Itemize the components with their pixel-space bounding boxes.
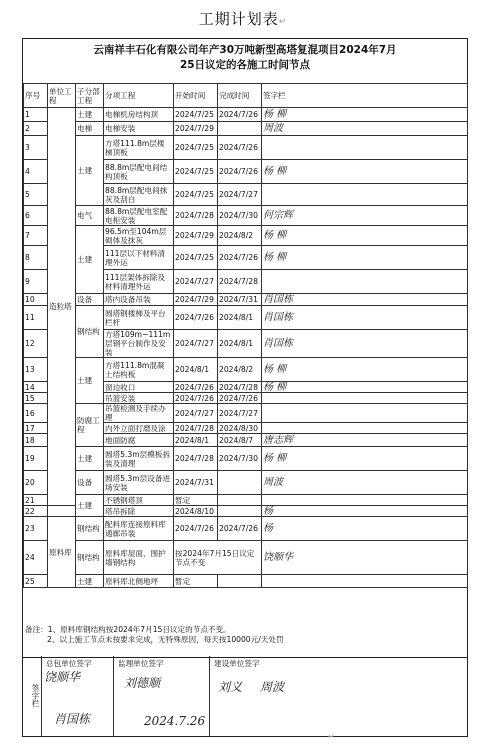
end-cell: 2024/7/31: [218, 294, 262, 306]
signature: [262, 270, 468, 294]
schedule-sheet: [22, 38, 468, 658]
row-number: 12: [24, 330, 48, 358]
owner-col: [209, 656, 468, 736]
handwritten-signature: 饶顺华: [44, 670, 81, 684]
start-cell: 2024/8/1: [174, 358, 218, 382]
end-cell: 2024/8/2: [218, 358, 262, 382]
handwritten-signature: 周波: [260, 680, 285, 694]
row-number: 14: [24, 382, 48, 393]
row-number: 7: [24, 226, 48, 246]
signature: 杨 柳: [262, 358, 468, 382]
row-number: 15: [24, 393, 48, 404]
start-cell: 2024/7/28: [174, 206, 218, 226]
table-row: [24, 447, 468, 471]
start-cell: 2024/7/27: [174, 404, 218, 423]
signature: 杨 柳: [262, 382, 468, 393]
end-cell: 2024/7/26: [218, 393, 262, 404]
sub-cell: 土建: [76, 226, 104, 294]
start-cell: 2024/7/28: [174, 447, 218, 471]
sub-cell: 钢结构: [76, 517, 104, 541]
signature: [262, 495, 468, 506]
end-cell: 2024/8/2: [218, 226, 262, 246]
document-title: 工期计划表↵: [198, 10, 288, 28]
sub-cell: 防腐工程: [76, 404, 104, 447]
handwritten-date: 2024.7.26: [144, 714, 206, 728]
item-cell: 地面防腐: [104, 434, 174, 447]
end-cell: 2024/7/26: [218, 246, 262, 270]
signature: 肖国栋: [262, 330, 468, 358]
col-header: 分项工程: [104, 84, 174, 108]
table-row: [24, 404, 468, 423]
signature: [262, 393, 468, 404]
table-row: [24, 517, 468, 541]
signature: [262, 404, 468, 423]
row-number: 23: [24, 517, 48, 541]
sub-cell: 钢结构: [76, 541, 104, 575]
item-cell: 配料库连接原料库通廊吊装: [104, 517, 174, 541]
return-mark-icon: ↵: [278, 17, 288, 27]
signature: 杨 柳: [262, 160, 468, 184]
schedule-table: [23, 83, 468, 588]
item-cell: 原料库屋面、围护墙钢结构: [104, 541, 174, 575]
table-row: [24, 136, 468, 160]
row-number: 9: [24, 270, 48, 294]
end-cell: [218, 506, 262, 517]
general-contractor-col: [41, 656, 114, 736]
start-cell: 2024/7/25: [174, 160, 218, 184]
row-number: 13: [24, 358, 48, 382]
start-cell: 2024/7/25: [174, 246, 218, 270]
sub-cell: 设备: [76, 471, 104, 495]
row-number: 2: [24, 122, 48, 136]
start-cell: 暂定: [174, 495, 218, 506]
sub-cell: 土建: [76, 575, 104, 588]
start-cell: 2024/7/25: [174, 108, 218, 122]
row-number: 16: [24, 404, 48, 423]
note-line: 2、以上施工节点未按要求完成，无特殊原因，每天按10000元/天处罚: [47, 635, 284, 644]
table-row: [24, 541, 468, 575]
col-header: 完成时间: [218, 84, 262, 108]
row-number: 6: [24, 206, 48, 226]
start-cell: 2024/7/29: [174, 122, 218, 136]
item-cell: 电梯机房结构顶: [104, 108, 174, 122]
owner-label: 建设单位签字: [214, 659, 260, 668]
signature: 周波: [262, 471, 468, 495]
start-cell: 2024/7/27: [174, 270, 218, 294]
start-cell: 2024/8/10: [174, 506, 218, 517]
general-contractor-label: 总包单位签字: [46, 659, 92, 668]
signature: 周波: [262, 122, 468, 136]
signature: 杨 柳: [262, 226, 468, 246]
signature: 肖国栋: [262, 306, 468, 330]
start-cell: 2024/7/26: [174, 306, 218, 330]
row-number: 25: [24, 575, 48, 588]
table-row: [24, 122, 468, 136]
item-cell: 窗边收口: [104, 382, 174, 393]
item-cell: 圆塔5.3m层模板拆装及清理: [104, 447, 174, 471]
handwritten-signature: 肖国栋: [54, 712, 91, 726]
end-cell: 2024/7/26: [218, 517, 262, 541]
end-cell: 2024/8/7: [218, 434, 262, 447]
signature-block: [22, 656, 468, 737]
supervisor-label: 监理单位签字: [118, 659, 164, 668]
col-header: 开始时间: [174, 84, 218, 108]
notes: [25, 625, 465, 645]
sub-cell: 钢结构: [76, 306, 104, 358]
signature: [262, 184, 468, 206]
table-row: [24, 294, 468, 306]
start-cell: 2024/7/28: [174, 423, 218, 434]
supervisor-col: [113, 656, 210, 736]
handwritten-signature: 刘义: [218, 680, 243, 694]
signature: 肖国栋: [262, 294, 468, 306]
signature: 杨 柳: [262, 447, 468, 471]
table-row: [24, 306, 468, 330]
end-cell: 2024/8/1: [218, 306, 262, 330]
signature: [262, 575, 468, 588]
row-number: 5: [24, 184, 48, 206]
start-cell: 暂定: [174, 575, 218, 588]
end-cell: [218, 122, 262, 136]
row-number: 3: [24, 136, 48, 160]
table-row: [24, 358, 468, 382]
item-cell: 吊篮安装: [104, 393, 174, 404]
start-cell: 2024/8/1: [174, 434, 218, 447]
sub-cell: 土建: [76, 358, 104, 404]
end-cell: 2024/8/30: [218, 423, 262, 434]
end-cell: [218, 575, 262, 588]
return-mark-icon: ↵: [328, 732, 335, 741]
end-cell: 2024/7/26: [218, 136, 262, 160]
sub-cell: 土建: [76, 136, 104, 206]
item-cell: 塔吊拆除: [104, 506, 174, 517]
table-row: [24, 471, 468, 495]
item-cell: 不锈钢塔顶: [104, 495, 174, 506]
sub-cell: 土建: [76, 108, 104, 122]
row-number: 21: [24, 495, 48, 506]
col-header: 子分部工程: [76, 84, 104, 108]
row-number: 22: [24, 506, 48, 517]
start-cell: 按2024年7月15日议定节点不变: [174, 541, 262, 575]
signature: [262, 423, 468, 434]
unit-cell: 造粒塔: [48, 108, 76, 506]
end-cell: 2024/7/27: [218, 404, 262, 423]
item-cell: 原料库北侧地坪: [104, 575, 174, 588]
row-number: 17: [24, 423, 48, 434]
start-cell: 2024/7/26: [174, 517, 218, 541]
end-cell: 2024/8/1: [218, 330, 262, 358]
row-number: 4: [24, 160, 48, 184]
end-cell: [218, 471, 262, 495]
handwritten-signature: 刘德顺: [124, 676, 161, 690]
item-cell: 吊篮检测及手续办理: [104, 404, 174, 423]
end-cell: 2024/7/27: [218, 184, 262, 206]
item-cell: 111层架体拆除及材料清理外运: [104, 270, 174, 294]
sub-cell: 土建: [76, 447, 104, 471]
item-cell: 96.5m至104m层砌体及抹灰: [104, 226, 174, 246]
start-cell: 2024/7/31: [174, 471, 218, 495]
col-header: 签字栏: [262, 84, 468, 108]
row-number: 20: [24, 471, 48, 495]
item-cell: 电梯安装: [104, 122, 174, 136]
sub-cell: 土建: [76, 495, 104, 517]
sub-cell: 电梯: [76, 122, 104, 136]
item-cell: 内外立面打磨及涂: [104, 423, 174, 434]
signature: 饶顺华: [262, 541, 468, 575]
end-cell: 2024/7/28: [218, 270, 262, 294]
heading-line-1: 云南祥丰石化有限公司年产30万吨新型高塔复混项目2024年7月: [93, 44, 397, 56]
col-header: 序号: [24, 84, 48, 108]
item-cell: 方塔109m~111m层钢平台制作及安装: [104, 330, 174, 358]
unit-cell: 原料库: [48, 517, 76, 588]
sub-cell: 设备: [76, 294, 104, 306]
table-row: [24, 495, 468, 506]
item-cell: 111层以下材料清理外运: [104, 246, 174, 270]
row-number: 8: [24, 246, 48, 270]
sub-cell: 电气: [76, 206, 104, 226]
start-cell: 2024/7/25: [174, 184, 218, 206]
end-cell: 2024/7/28: [218, 382, 262, 393]
table-row: [24, 108, 468, 122]
item-cell: 圆塔5.3m层设备进场安装: [104, 471, 174, 495]
signature: 杨 柳: [262, 108, 468, 122]
start-cell: 2024/7/29: [174, 294, 218, 306]
start-cell: 2024/7/26: [174, 382, 218, 393]
item-cell: 塔内设备吊装: [104, 294, 174, 306]
row-number: 10: [24, 294, 48, 306]
end-cell: 2024/7/30: [218, 206, 262, 226]
start-cell: 2024/7/25: [174, 136, 218, 160]
end-cell: 2024/7/26: [218, 160, 262, 184]
signature: 杨 柳: [262, 246, 468, 270]
row-number: 1: [24, 108, 48, 122]
signature: 何宗辉: [262, 206, 468, 226]
row-number: 18: [24, 434, 48, 447]
signature: 唐志辉: [262, 434, 468, 447]
item-cell: 圆塔钢楼梯及平台栏杆: [104, 306, 174, 330]
signature: [262, 136, 468, 160]
item-cell: 方塔111.8m混凝土结构板: [104, 358, 174, 382]
start-cell: 2024/7/27: [174, 330, 218, 358]
start-cell: 2024/7/29: [174, 226, 218, 246]
row-number: 11: [24, 306, 48, 330]
table-header-row: [24, 84, 468, 108]
item-cell: 88.8m层配电室配电柜安装: [104, 206, 174, 226]
item-cell: 88.8m层配电间结构顶板: [104, 160, 174, 184]
start-cell: 2024/7/26: [174, 393, 218, 404]
table-row: [24, 226, 468, 246]
note-line: 备注：1、原料库钢结构按2024年7月15日议定的节点不变。: [25, 625, 231, 634]
end-cell: [218, 495, 262, 506]
signature: 杨: [262, 517, 468, 541]
end-cell: 2024/7/26: [218, 108, 262, 122]
end-cell: 2024/7/30: [218, 447, 262, 471]
heading-line-2: 25日议定的各施工时间节点: [179, 59, 311, 71]
item-cell: 方塔111.8m层楼梯顶板: [104, 136, 174, 160]
item-cell: 88.8m层配电间抹灰及刮白: [104, 184, 174, 206]
sheet-heading: [23, 39, 467, 81]
signature-side-label: 签字栏: [31, 684, 40, 707]
signature: 杨: [262, 506, 468, 517]
col-header: 单位工程: [48, 84, 76, 108]
table-row: [24, 575, 468, 588]
table-row: [24, 206, 468, 226]
row-number: 19: [24, 447, 48, 471]
row-number: 24: [24, 541, 48, 575]
